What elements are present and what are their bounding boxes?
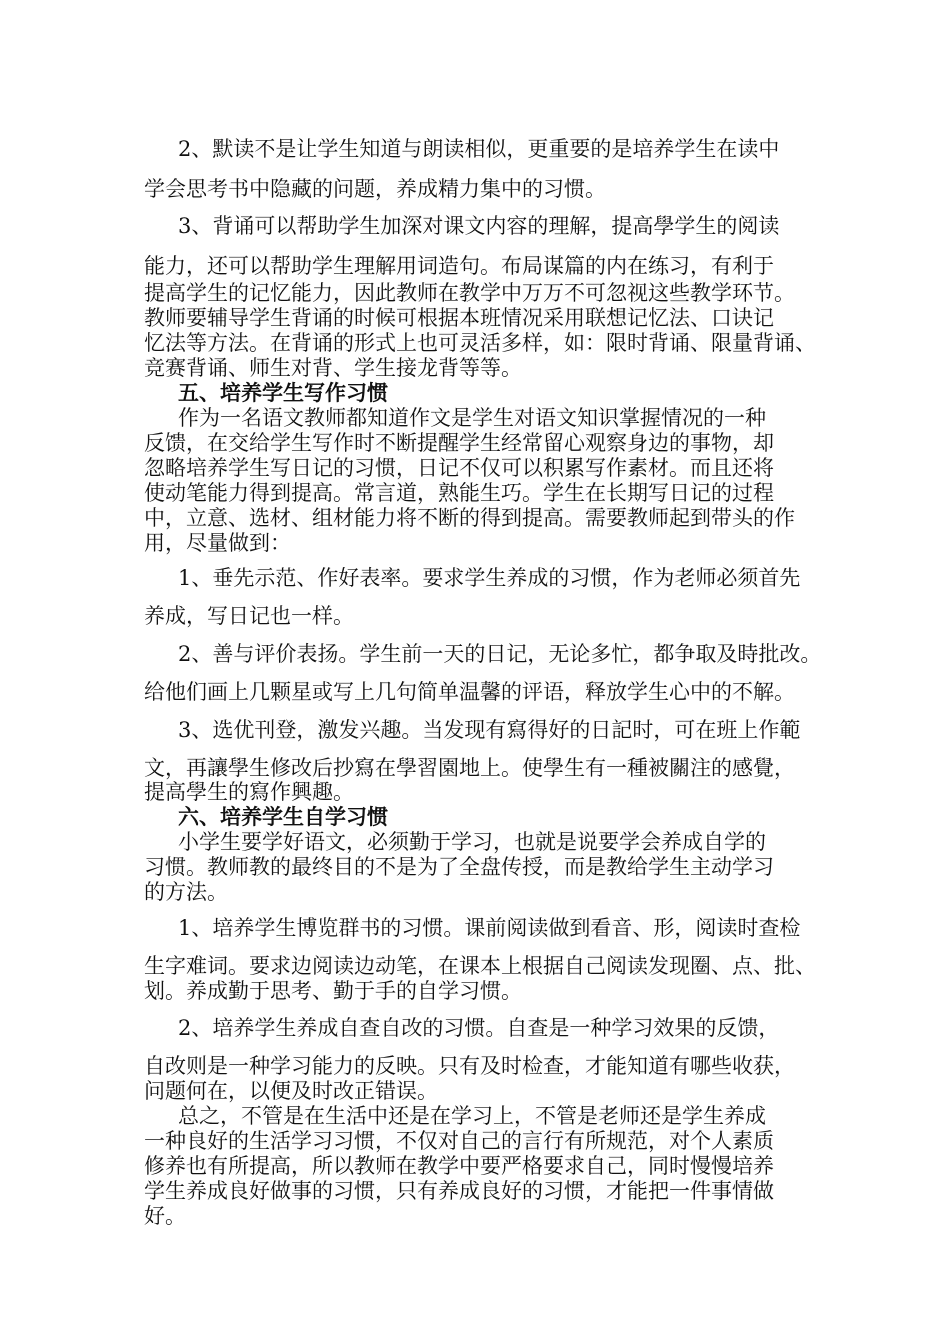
paragraph-line: 一种良好的生活学习习惯，不仅对自己的言行有所规范，对个人素质 [144,1129,774,1153]
paragraph-line: 提高學生的寫作興趣。 [144,780,354,804]
paragraph-line: 1、垂先示范、作好表率。要求学生养成的习惯，作为老师必须首先 [178,566,801,590]
paragraph-line: 3、背诵可以帮助学生加深对课文内容的理解，提高學学生的阅读 [178,214,780,238]
paragraph-line: 修养也有所提高，所以教师在教学中要严格要求自己，同时慢慢培养 [144,1154,774,1178]
paragraph-line: 划。养成勤于思考、勤于手的自学习惯。 [144,979,522,1003]
paragraph-line: 使动笔能力得到提高。常言道，熟能生巧。学生在长期写日记的过程 [144,481,774,505]
paragraph-line: 2、善与评价表扬。学生前一天的日记，无论多忙，都争取及時批改。 [178,642,822,666]
paragraph-line: 给他们画上几颗星或写上几句简单温馨的评语，释放学生心中的不解。 [144,680,795,704]
paragraph-line: 学生养成良好做事的习惯，只有养成良好的习惯，才能把一件事情做 [144,1179,774,1203]
section-heading: 六、培养学生自学习惯 [178,804,388,829]
paragraph-line: 1、培养学生博览群书的习惯。课前阅读做到看音、形，阅读时查检 [178,916,801,940]
paragraph-line: 的方法。 [144,880,228,904]
paragraph-line: 忆法等方法。在背诵的形式上也可灵活多样，如：限时背诵、限量背诵、 [144,331,816,355]
paragraph-line: 自改则是一种学习能力的反映。只有及时检查，才能知道有哪些收获， [144,1054,795,1078]
paragraph-line: 能力，还可以帮助学生理解用词造句。布局谋篇的内在练习，有利于 [144,254,774,278]
paragraph-line: 中，立意、选材、组材能力将不断的得到提高。需要教师起到带头的作 [144,506,795,530]
paragraph-line: 3、选优刊登，激发兴趣。当发现有寫得好的日記时，可在班上作範 [178,718,801,742]
paragraph-line: 小学生要学好语文，必须勤于学习，也就是说要学会养成自学的 [178,830,766,854]
paragraph-line: 反馈，在交给学生写作时不断提醒学生经常留心观察身边的事物，却 [144,431,774,455]
paragraph-line: 提高学生的记忆能力，因此教师在教学中万万不可忽视这些教学环节。 [144,281,795,305]
paragraph-line: 忽略培养学生写日记的习惯，日记不仅可以积累写作素材。而且还将 [144,456,774,480]
paragraph-line: 问题何在，以便及时改正错误。 [144,1079,438,1103]
paragraph-line: 习惯。教师教的最终目的不是为了全盘传授，而是教给学生主动学习 [144,855,774,879]
paragraph-line: 生字难词。要求边阅读边动笔，在课本上根据自己阅读发现圈、点、批、 [144,954,816,978]
paragraph-line: 用，尽量做到： [144,531,291,555]
paragraph-line: 作为一名语文教师都知道作文是学生对语文知识掌握情况的一种 [178,406,766,430]
paragraph-line: 文，再讓學生修改后抄寫在學習園地上。使學生有一種被關注的感覺， [144,756,795,780]
paragraph-line: 养成，写日记也一样。 [144,604,354,628]
paragraph-line: 总之，不管是在生活中还是在学习上，不管是老师还是学生养成 [178,1104,766,1128]
paragraph-line: 竞赛背诵、师生对背、学生接龙背等等。 [144,356,522,380]
paragraph-line: 2、默读不是让学生知道与朗读相似，更重要的是培养学生在读中 [178,137,780,161]
paragraph-line: 学会思考书中隐藏的问题，养成精力集中的习惯。 [144,177,606,201]
paragraph-line: 2、培养学生养成自查自改的习惯。自查是一种学习效果的反馈， [178,1016,780,1040]
paragraph-line: 好。 [144,1204,186,1228]
paragraph-line: 教师要辅导学生背诵的时候可根据本班情况采用联想记忆法、口诀记 [144,306,774,330]
section-heading: 五、培养学生写作习惯 [178,380,388,405]
